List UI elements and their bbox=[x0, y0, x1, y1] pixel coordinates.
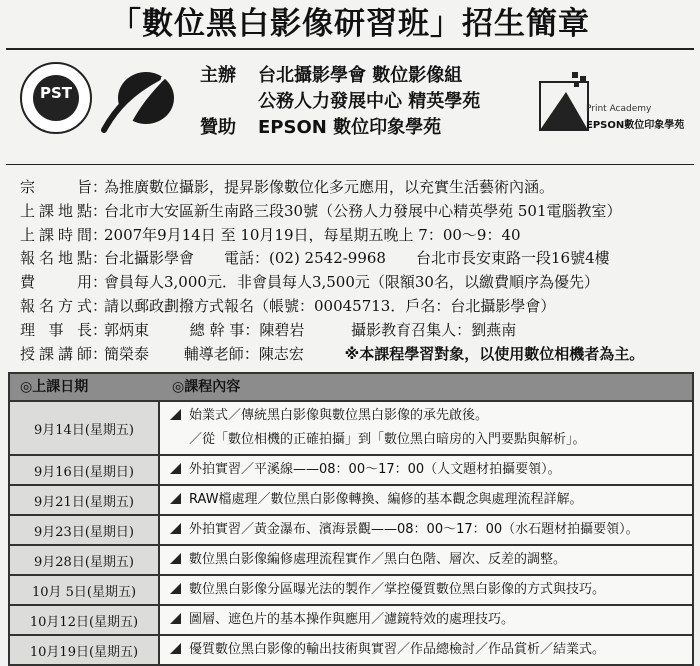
info-row: 上課時間：2007年9月14日 至 10月19日，每星期五晚上 7：00～9：40 bbox=[20, 225, 521, 244]
table-row bbox=[10, 456, 692, 486]
pst-logo bbox=[20, 62, 92, 134]
row-date: 9月28日(星期五) bbox=[10, 546, 160, 574]
col-date-header: ◎上課日期 bbox=[20, 379, 89, 395]
table-row bbox=[10, 606, 692, 636]
row-content: RAW檔處理／數位黑白影像轉換、編修的基本觀念與處理流程詳解。 bbox=[160, 486, 692, 514]
sponsor-line bbox=[200, 116, 441, 140]
row-date: 10月 5日(星期五) bbox=[10, 576, 160, 604]
row-content: 數位黑白影像分區曝光法的製作／掌控優質數位黑白影像的方式與技巧。 bbox=[160, 576, 692, 604]
sponsor-name: EPSON 數位印象學苑 bbox=[258, 117, 442, 138]
triangle-bullet-icon bbox=[170, 493, 181, 504]
page-title: 「數位黑白影像研習班」招生簡章 bbox=[110, 6, 590, 42]
info-row: 上課地點：台北市大安區新生南路三段30號（公務人力發展中心精英學苑 501電腦教室） bbox=[20, 201, 622, 220]
header-rule bbox=[6, 164, 694, 165]
info-row: 費 用：會員每人3,000元．非會員每人3,500元（限額30名，以繳費順序為優先） bbox=[20, 273, 599, 292]
row-date: 10月12日(星期五) bbox=[10, 606, 160, 634]
sponsor-label: 贊助 bbox=[200, 117, 236, 138]
pst-logo-letters: PST bbox=[39, 84, 73, 102]
triangle-bullet-icon bbox=[170, 523, 181, 534]
table-row bbox=[10, 576, 692, 606]
table-row bbox=[10, 546, 692, 576]
triangle-bullet-icon bbox=[170, 463, 181, 474]
course-info bbox=[20, 176, 696, 366]
host-label: 主辦 bbox=[200, 65, 236, 86]
epson-academy-logo bbox=[536, 66, 686, 136]
table-row bbox=[10, 516, 692, 546]
info-row: 報名地點：台北攝影學會 電話：(02) 2542-9968 台北市長安東路一段16號4樓 bbox=[20, 249, 610, 268]
row-content: 外拍實習／平溪線——08：00～17：00（人文題材拍攝要領）。 bbox=[160, 456, 692, 484]
swoosh-logo-icon bbox=[98, 64, 178, 136]
row-date: 10月19日(星期五) bbox=[10, 636, 160, 664]
triangle-bullet-icon bbox=[170, 613, 181, 624]
epson-name: EPSON數位印象學苑 bbox=[586, 120, 685, 131]
host-org-2: 公務人力發展中心 精英學苑 bbox=[258, 91, 481, 112]
row-content: 圖層、遮色片的基本操作與應用／濾鏡特效的處理技巧。 bbox=[160, 606, 692, 634]
host-line-1 bbox=[200, 64, 462, 88]
triangle-bullet-icon bbox=[170, 643, 181, 654]
audience-note: ※本課程學習對象，以使用數位相機者為主。 bbox=[344, 344, 645, 363]
schedule-table bbox=[8, 372, 694, 666]
table-row bbox=[10, 486, 692, 516]
row-date: 9月16日(星期日) bbox=[10, 456, 160, 484]
triangle-bullet-icon bbox=[170, 553, 181, 564]
info-row: 報名方式：請以郵政劃撥方式報名（帳號：00045713．戶名：台北攝影學會） bbox=[20, 296, 556, 315]
epson-tagline: Print Academy bbox=[586, 104, 652, 114]
aperture-icon bbox=[536, 72, 592, 134]
table-row bbox=[10, 402, 692, 456]
schedule-header bbox=[10, 374, 692, 402]
triangle-bullet-icon bbox=[170, 583, 181, 594]
row-content: 外拍實習／黃金瀑布、濱海景觀——08：00～17：00（水石題材拍攝要領）。 bbox=[160, 516, 692, 544]
title-rule bbox=[6, 48, 694, 50]
row-date: 9月14日(星期五) bbox=[10, 402, 160, 454]
row-content: 始業式／傳統黑白影像與數位黑白影像的承先啟後。 ／從「數位相機的正確拍攝」到「數位黑白暗房的入門要點與解析」。 bbox=[160, 402, 692, 454]
row-content: 數位黑白影像編修處理流程實作／黑白色階、層次、反差的調整。 bbox=[160, 546, 692, 574]
triangle-bullet-icon bbox=[170, 409, 181, 420]
row-content: 優質數位黑白影像的輸出技術與實習／作品總檢討／作品賞析／結業式。 bbox=[160, 636, 692, 664]
teachers-row: 授課講師：簡榮泰 輔導老師：陳志宏 ※本課程學習對象，以使用數位相機者為主。 bbox=[20, 344, 645, 363]
info-row: 宗 旨：為推廣數位攝影，提昇影像數位化多元應用，以充實生活藝術內涵。 bbox=[20, 178, 555, 196]
table-row bbox=[10, 636, 692, 664]
staff-row: 理 事 長：郭炳東 總 幹 事：陳碧岩 攝影教育召集人：劉燕南 bbox=[20, 320, 517, 339]
col-content-header: ◎課程內容 bbox=[172, 379, 241, 395]
host-org-1: 台北攝影學會 數位影像組 bbox=[258, 65, 463, 86]
row-date: 9月21日(星期五) bbox=[10, 486, 160, 514]
row-date: 9月23日(星期日) bbox=[10, 516, 160, 544]
